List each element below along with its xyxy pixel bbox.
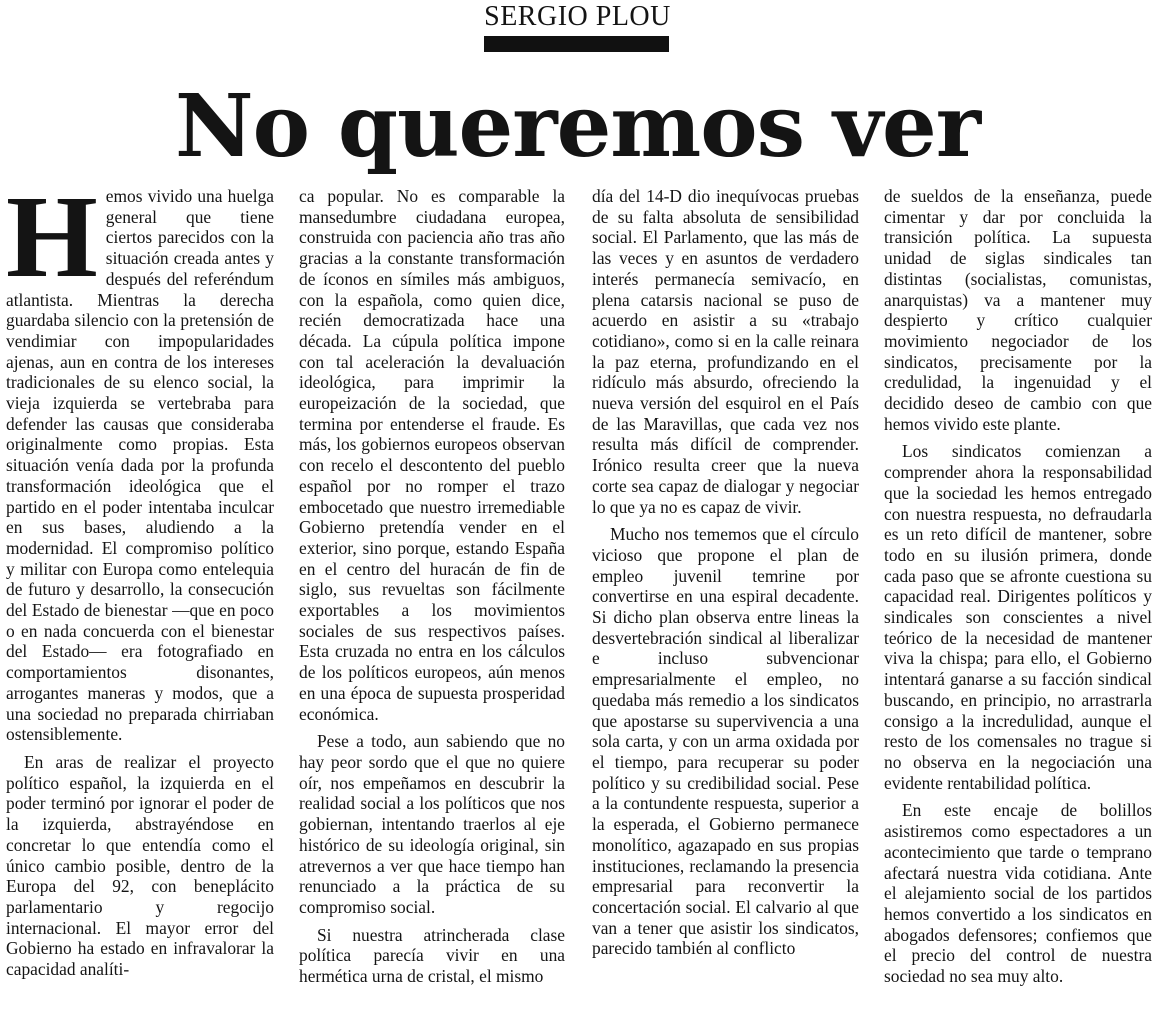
article-paragraph: En aras de realizar el proyecto político español, la izquierda en el poder terminó por ignorar el poder de la izquierda, abstrayéndose en concretar lo que entendía como el único cambio posible, dentro de la Europa del 92, con beneplácito parlamentario y regocijo internacional. El mayor error del Gobierno ha estado en infravalorar la capacidad analíti- <box>6 751 274 980</box>
article-paragraph: Los sindicatos comienzan a comprender ahora la responsabilidad que la sociedad les hemos entregado con nuestra respuesta, no defraudarla es un reto difícil de mantener, sobre todo en su ilusión primera, donde cada paso que se afronte cuestiona su capacidad real. Dirigentes políticos y sindicales son conscientes a nivel teórico de la necesidad de mantener viva la chispa; para ello, el Gobierno intentará ganarse a su facción sindical buscando, en principio, no arrastrarla consigo a la incredulidad, aunque el resto de los comensales no trague si no observa en la negociación una evidente rentabilidad política. <box>884 441 1152 793</box>
article-paragraph: Mucho nos tememos que el círculo vicioso que propone el plan de empleo juvenil temrine por convertirse en una espiral decadente. Si dicho plan observa entre lineas la desvertebración sindical al liberalizar e incluso subvencionar empresarialmente el empleo, no quedaba más remedio a los sindicatos que apostarse su supervivencia a una sola carta, y con un arma oxidada por el tiempo, para recuperar su poder político y su credibilidad social. Pese a la contundente respuesta, superior a la esperada, el Gobierno permanece monolítico, agazapado en sus propias instituciones, reclamando la presencia empresarial para reconvertir la concertación social. El calvario al que van a tener que asistir los sindicatos, parecido también al conflicto <box>592 524 859 959</box>
article-paragraph: Si nuestra atrincherada clase política parecía vivir en una hermética urna de cristal, el mismo <box>299 924 565 987</box>
article-paragraph: En este encaje de bolillos asistiremos como espectadores a un acontecimiento que tarde o temprano afectará nuestra vida cotidiana. Ante el alejamiento social de los partidos hemos convertido a los sindicatos en abogados defensores; confiemos que el precio del control de nuestra sociedad no sea muy alto. <box>884 800 1152 987</box>
article-paragraph <box>6 186 274 745</box>
article-paragraph: ca popular. No es comparable la mansedumbre ciudadana europea, construida con paciencia año tras año gracias a la constante transformación de íconos en símiles más ambiguos, con la española, como quien dice, recién democratizada hace una década. La cúpula política impone con tal aceleración la devaluación ideológica, para imprimir la europeización de la sociedad, que termina por entenderse el fraude. Es más, los gobiernos europeos observan con recelo el descontento del pueblo español por no romper el trazo embocetado que nuestro irremediable Gobierno pretendía vender en el exterior, sino porque, estando España en el centro del huracán de fin de siglo, sus revueltas son fácilmente exportables a los movimientos sociales de sus respectivos países. Esta cruzada no entra en los cálculos de los políticos europeos, aún menos en una época de supuesta prosperidad económica. <box>299 186 565 724</box>
article-paragraph: de sueldos de la enseñanza, puede cimentar y dar por concluida la transición política. La supuesta unidad de siglas sindicales tan distintas (socialistas, comunistas, anarquistas) va a mantener muy despierto y crítico cualquier movimiento negociador de los sindicatos, precisamente por la credulidad, la ingenuidad y el decidido deseo de cambio con que hemos vivido este plante. <box>884 186 1152 434</box>
article-paragraph: día del 14-D dio inequívocas pruebas de su falta absoluta de sensibilidad social. El Parlamento, que las más de las veces y en asuntos de verdadero interés permanecía semivacío, en plena catarsis nacional se puso de acuerdo en asistir a su «trabajo cotidiano», como si en la calle reinara la paz eterna, profundizando en el ridículo más absurdo, ofreciendo la nueva versión del esquirol en el País de las Maravillas, que cada vez nos resulta más difícil de comprender. Irónico resulta creer que la nueva corte sea capaz de dialogar y negociar lo que ya no es capaz de vivir. <box>592 186 859 517</box>
drop-cap: H <box>6 186 98 302</box>
byline-rule <box>484 36 669 52</box>
article-column-3 <box>592 186 859 1022</box>
article-column-4 <box>884 186 1152 1022</box>
headline: No queremos ver <box>174 76 981 177</box>
author-byline: SERGIO PLOU <box>484 1 671 32</box>
article-paragraph: Pese a todo, aun sabiendo que no hay peor sordo que el que no quiere oír, nos empeñamos en descubrir la realidad social a los políticos que nos gobiernan, intentando traerlos al eje histórico de su ideología original, sin atrevernos a ver que hace tiempo han renunciado a la práctica de su compromiso social. <box>299 731 565 917</box>
paragraph-text: emos vivido una huelga general que tiene ciertos parecidos con la situación creada antes y después del referéndum atlantista. Mientras la derecha guardaba silencio con la pretensión de vendimiar con impopularidades ajenas, aun en contra de los intereses tradicionales de su elenco social, la vieja izquierda se vertebraba para defender las causas que consideraba originalmente como propias. Esta situación venía dada por la profunda transformación ideológica que el partido en el poder intentaba inculcar en sus bases, aludiendo a la modernidad. El compromiso político y militar con Europa como entelequia de futuro y desarrollo, la consecución del Estado de bienestar —que en poco o en nada concuerda con el bienestar del Estado— era fotografiado en comportamientos disonantes, arrogantes maneras y modos, que a una sociedad no preparada chirriaban ostensiblemente. <box>6 186 274 745</box>
article-column-1 <box>6 186 274 1022</box>
article-column-2 <box>299 186 565 1022</box>
